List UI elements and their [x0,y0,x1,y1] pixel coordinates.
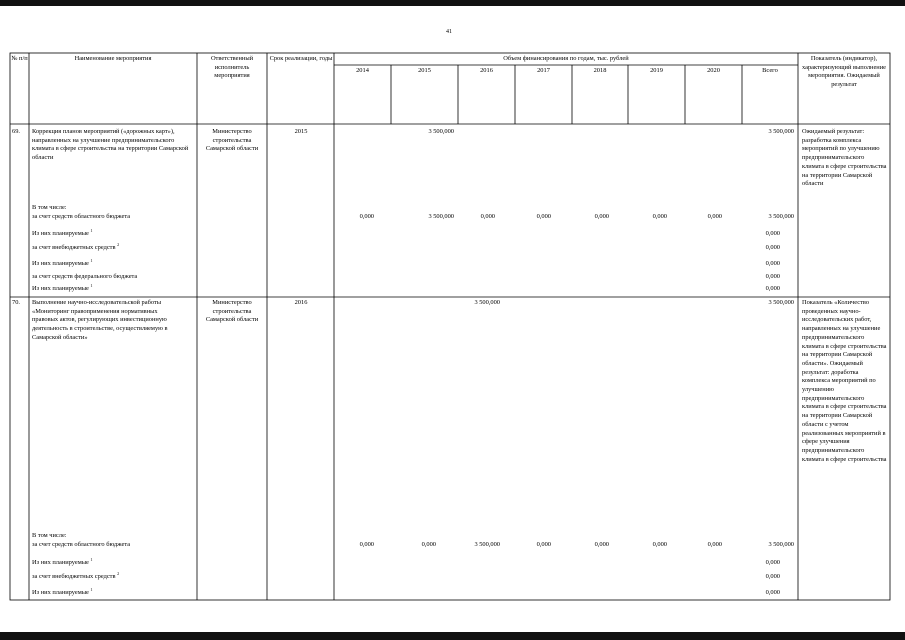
row69-planned2-label: Из них планируемые $^1$ [32,257,93,267]
row70-planned2-label: Из них планируемые $^1$ [32,586,93,596]
row69-regional-2015: 3 500,000 [428,213,454,220]
row70-including-label: В том числе: [32,532,67,539]
row69-including-label: В том числе: [32,204,67,211]
header-year-2018: 2018 [593,67,607,74]
row69-planned3-total: 0,000 [765,285,780,292]
row70-regional-2015: 0,000 [421,541,436,548]
row70-regional-2020: 0,000 [707,541,722,548]
row69-total: 3 500,000 [768,128,794,135]
row70-regional-2019: 0,000 [652,541,667,548]
row70-regional-label: за счет средств областного бюджета [32,541,131,548]
row70-planned2-total: 0,000 [765,589,780,596]
row69-regional-2016: 0,000 [480,213,495,220]
row69-federal-label: за счет средств федерального бюджета [32,273,138,280]
row69-planned-total: 0,000 [765,230,780,237]
row70-number: 70. [12,299,20,306]
header-year-2020: 2020 [707,67,720,74]
header-responsible: Ответственный исполнитель мероприятия [210,55,254,80]
header-year-2017: 2017 [537,67,550,74]
row69-responsible: Министерство строительства Самарской области [205,128,259,153]
row70-planned-total: 0,000 [765,559,780,566]
row69-planned-label: Из них планируемые $^1$ [32,227,93,237]
header-term: Срок реализации, годы [269,55,333,62]
row70-value-2016: 3 500,000 [474,299,500,306]
row70-term: 2016 [294,299,308,306]
header-number: № п/п [11,55,28,62]
row69-regional-2017: 0,000 [536,213,551,220]
row69-regional-2020: 0,000 [707,213,722,220]
header-year-2014: 2014 [356,67,369,74]
header-volume: Объем финансирования по годам, тыс. рублей [503,55,629,62]
header-name: Наименование мероприятия [74,55,152,62]
row69-planned3-label: Из них планируемые $^1$ [32,282,93,292]
row69-planned2-total: 0,000 [765,260,780,267]
row69-regional-2019: 0,000 [652,213,667,220]
row70-planned-label: Из них планируемые $^1$ [32,556,93,566]
row70-extrabudget-label: за счет внебюджетных средств $^2$ [32,570,120,580]
row70-name: Выполнение научно-исследовательской работы «Мониторинг правоприменения нормативных правовых актов, регулирующих инвестиционную деятельность в строительстве, осуществляемую в Самарской области» [32,299,168,341]
row69-extrabudget-total: 0,000 [765,244,780,251]
page-number: 41 [446,29,452,35]
row70-total: 3 500,000 [768,299,794,306]
header-year-2016: 2016 [480,67,493,74]
header-total: Всего [762,67,778,74]
row69-extrabudget-label: за счет внебюджетных средств $^2$ [32,241,120,251]
row69-term: 2015 [294,128,308,135]
row69-regional-2018: 0,000 [594,213,609,220]
row70-regional-total: 3 500,000 [768,541,794,548]
header-year-2015: 2015 [418,67,431,74]
row69-number: 69. [12,128,20,135]
row70-regional-2014: 0,000 [359,541,374,548]
row70-regional-2018: 0,000 [594,541,609,548]
row69-name: Коррекция планов мероприятий («дорожных карт»), направленных на улучшение предпринимательского климата в сфере строительства на территории Самарской области [32,128,189,162]
row70-extrabudget-total: 0,000 [765,573,780,580]
row70-regional-2016: 3 500,000 [474,541,500,548]
row69-federal-total: 0,000 [765,273,780,280]
row69-regional-2014: 0,000 [359,213,374,220]
header-year-2019: 2019 [650,67,663,74]
row69-regional-total: 3 500,000 [768,213,794,220]
header-indicator: Показатель (индикатор), характеризующий выполнение мероприятия. Ожидаемый результат [802,55,886,89]
row69-result: Ожидаемый результат: разработка комплекса мероприятий по улучшению предпринимательского климата в сфере строительства на территории Самарской области [802,128,887,188]
row69-value-2015: 3 500,000 [428,128,454,135]
row69-regional-label: за счет средств областного бюджета [32,213,131,220]
row70-regional-2017: 0,000 [536,541,551,548]
row70-result: Показатель «Количество проведенных научно-исследовательских работ, направленных на улучшение предпринимательского климата в сфере строительства на территории Самарской области». Ожидаемый результат: доработка комплекса мероприятий по улучшению предпринимательского климата в сфере строительства на территории Самарской области с учетом реализованных мероприятий в сфере улучшения предпринимательского климата в сфере строительства [802,299,887,463]
row70-responsible: Министерство строительства Самарской области [205,299,259,324]
